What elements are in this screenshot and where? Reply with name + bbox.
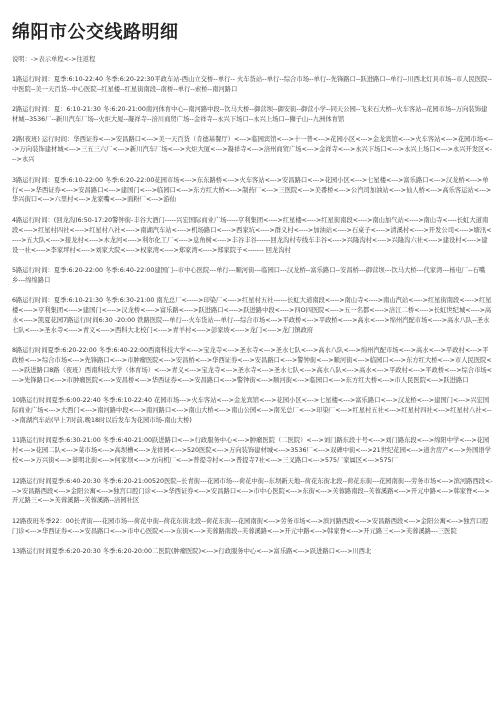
- explain-text: 说明：->表示单程<->往返程: [12, 56, 96, 63]
- route-item: 4路运行时间：(回龙沟)6:50-17:20警钟街-丰谷大酒门-----兴宏国际商业广场-----亨利集团<---->红星楼<---->红星街南段<---->南山加气站<---->南山寺<----长虹大道南段<---->红星村四社<---->红星村八社<---->南湖汽车站<---->机场路口<---->西家坑<---->群义村<---->加油站<---->石桌子<---->清溪村<---->开发公司<---->塘汛<---->五大队<---->接龙村<---->木龙河<---->利尔化工厂<---->息角树<---->丰谷丰谷------回龙沟村专线车丰谷<---->兴隆沟村<---->兴隆沟六社<---->建设村<---->建设一社<---->李家坪村<---->刘家大院<---->权家湾<---->郑家湾<---->郑家院子<------- 回龙沟村: [12, 216, 492, 254]
- route-item: 13路运行时间夏季:6:20-20:30 冬季:6:20-20:00二医院(肿瘤医院)<--->行政服务中心<--->富乐路<--->跃进路口<--->川西北: [12, 547, 372, 555]
- route-item: 2路(夜班) 运行时间：华西证券<--->安昌路口<--->美一天百货（肯德基餐厅）<--->临园宾馆<--->十一普<--->花园小区<--->金龙宾馆<--->火车客站<--->花园市场<--->万向装饰建材城<--->三五三六厂<--->新川汽车厂场<--->火炬大厦<--->凝祥寺<--->涪州商贸广场<--->金祥寺<--->永兴下场口<--->永兴上场口<--->永兴开发区<--->永兴: [12, 136, 493, 164]
- page-title: 绵阳市公交线路明细: [12, 22, 179, 43]
- route-item: 12路运行时间夏季:6:40-20:30 冬季:6:20-21:00520医院--长青街---花园市场---荷花中街--东坝新天地--荷花东街北段--荷花东街---花园南街---劳务市场<--->滨河路西段<--->安昌路西段<--->金阳公寓<--->独宫口腔门诊<--->华西证券<--->安昌路口<--->市中心医院<--->东街<--->芙蓉路南段--芙蓉溪路<--->开元中路<--->韩家脊<--->开元路三<--->芙蓉溪路--芙蓉溪路--涪园社区: [12, 477, 493, 505]
- route-item: 1路运行时间：夏季:6:10-22:40 冬季:6:20-22:30平政车站-西山立交桥--单行-- 火车货站--单行--综合市场--单行--先锋路口--跃进路口--单行--川西北灯具市场--市人民医院--中医院--美一天百货--中心医院--红星楼--红星街南段--南桥--单行--索桥--南河路口: [12, 76, 492, 93]
- route-item: 2路运行时间：夏：6:10-21:30 冬:6:20-21:00南河体育中心--南河路中段--饮马大桥--御营坝--御安街--御营小学--同天公园--飞来石大桥--火车客站--花园市场--万向装饰建材城--3536厂--新川汽车厂场--火炬大厦--凝祥寺--涪川商贸广场--金祥寺--永兴下场口--永兴上场口--狮子山--九洲体育馆: [12, 106, 488, 124]
- route-item: 11路运行时间夏季:6:30-21:00 冬季:6:40-21:00跃进路口<--->行政服务中心<--->肿瘤医院（二医院）<--->刘门路东段十号<--->刘门路东段<--->绵阳中学<--->花园村<--->花园二队<--->菜市场<--->高坝槽<--->龙祥园<--->520医院<--->万向装饰建材城<--->3536厂<--->双碑中街<--->21世纪花园<--->道舍房产<--->外国语学校<--->万兴街<--->蔷明北街<--->何家坝<--->方向机厂<--->普提寺村<--->普提寺7社<--->三叉路口<--->575厂家属区<--->575厂: [12, 437, 491, 465]
- route-item: 6路运行时间：夏季:6:10-21:30 冬季:6:30-21:00 南光总厂<----->印染厂<---->红星村五社------长虹大道南段<---->南山寺<---->南山汽站<---->红星街南段<---->红星楼<---->亨利集团<---->建国门<---->汉龙桥<---->富乐路<---->跃进路口<---->跃进路中段<---->四O四医院<---->五一名都<---->涪江二桥<---->长虹世纪城<---->高水<---->凯夏花园7路运行时间6:30 -20:00 铁路医院---单行---火车货站---单行---综合市场<--->平政桥<--->平政桥<---->高水<---->绵州汽配市场<---->高水八队--圣水七队<---->圣水寺<---->青义<---->西科大北校门<---->青羊村<---->彭家坡<---->龙门<---->龙门镇政府: [12, 297, 492, 334]
- route-item: 8路运行时间夏季:6:20-22:00 冬季:6:40-22:00西南科技大学<--->宝龙寺<--->圣水寺<--->圣水七队<--->高水八队<--->绵州汽配市场<--->高水<--->平政村<--->平政桥<--->综合市场<--->先锋路口<--->市肿瘤医院<--->安昌桥<--->华西证券<--->安昌路口<--->警钟街<--->顺河街<--->临园口<--->东方红大桥<--->市人民医院<--->跃进路口8路（夜班）西南科技大学（体育场）<--->青义<--->宝龙寺<--->圣水寺<--->圣水七队<--->高水八队<--->高水<--->平政村<--->平政桥<--->综合市场<--->先锋路口<--->市肿瘤医院<--->安昌桥<--->华西证券<--->安昌路口<--->警钟街<--->顺河街<--->临园口<--->东方红大桥<--->市人民医院<--->跃进路口: [12, 347, 492, 384]
- route-item: 3路运行时间：夏季:6:10-22:00 冬季:6:20-22:00花园市场<--->东东路桥<--->火车客站<--->安昌路口<--->花园小区<--->七星楼<--->富乐路口<--->汉龙桥<--->单行<--->华西证券<--->安昌路口<--->建国门<--->临园口<--->东方红大桥<--->制药厂<--->三医院<--->美番桥<--->公汽司加油站<--->仙人桥<--->高乐客运站<--->华兴街口<--->六里村<--->龙家嘴<--->面粉厂<--->游仙: [12, 176, 492, 204]
- route-item: 5路运行时间：夏季:6:20-22:00 冬季:6:40-22:00建国门--市中心医院---单行---顺河街---临园口---汉龙桥--富乐路口--安昌桥---御营坝---饮马大桥---代家湾---杨电厂--石嘴乡---绵绵路口: [12, 266, 486, 284]
- route-list: [12, 75, 493, 557]
- route-item: 12路夜班冬季22：00长青街----花园市场---荷花中街--荷花东街北段--荷花东街---花园南街<--->劳务市场<--->滨河路西段<--->安昌路西段<--->金阳公寓<--->独宫口腔门诊<--->华西证券<--->安昌路口<--->市中心医院<--->东街<--->芙蓉路南段--芙蓉溪路<--->开元中路<--->韩家脊<--->开元路三<--->芙蓉溪路---三医院: [12, 517, 489, 535]
- route-item: 10路运行时间夏季:6:00-22:40 冬季:6:10-22:40 花园市场--->火车客站<--->金龙宾馆<--->花园小区<--->七星楼<--->富乐路口<--->汉龙桥<--->建国门<--->兴宏国际商业广场<--->大西门<--->南河路中段<--->南河路口<--->南山大桥<--->南山公园<--->南光总厂<--->印染厂<--->红星村五社<--->红星村四社<--->红星村八社<--->南湖汽车站(早上7时前,晚18时以后发车为花园市场-南山大桥): [12, 397, 492, 425]
